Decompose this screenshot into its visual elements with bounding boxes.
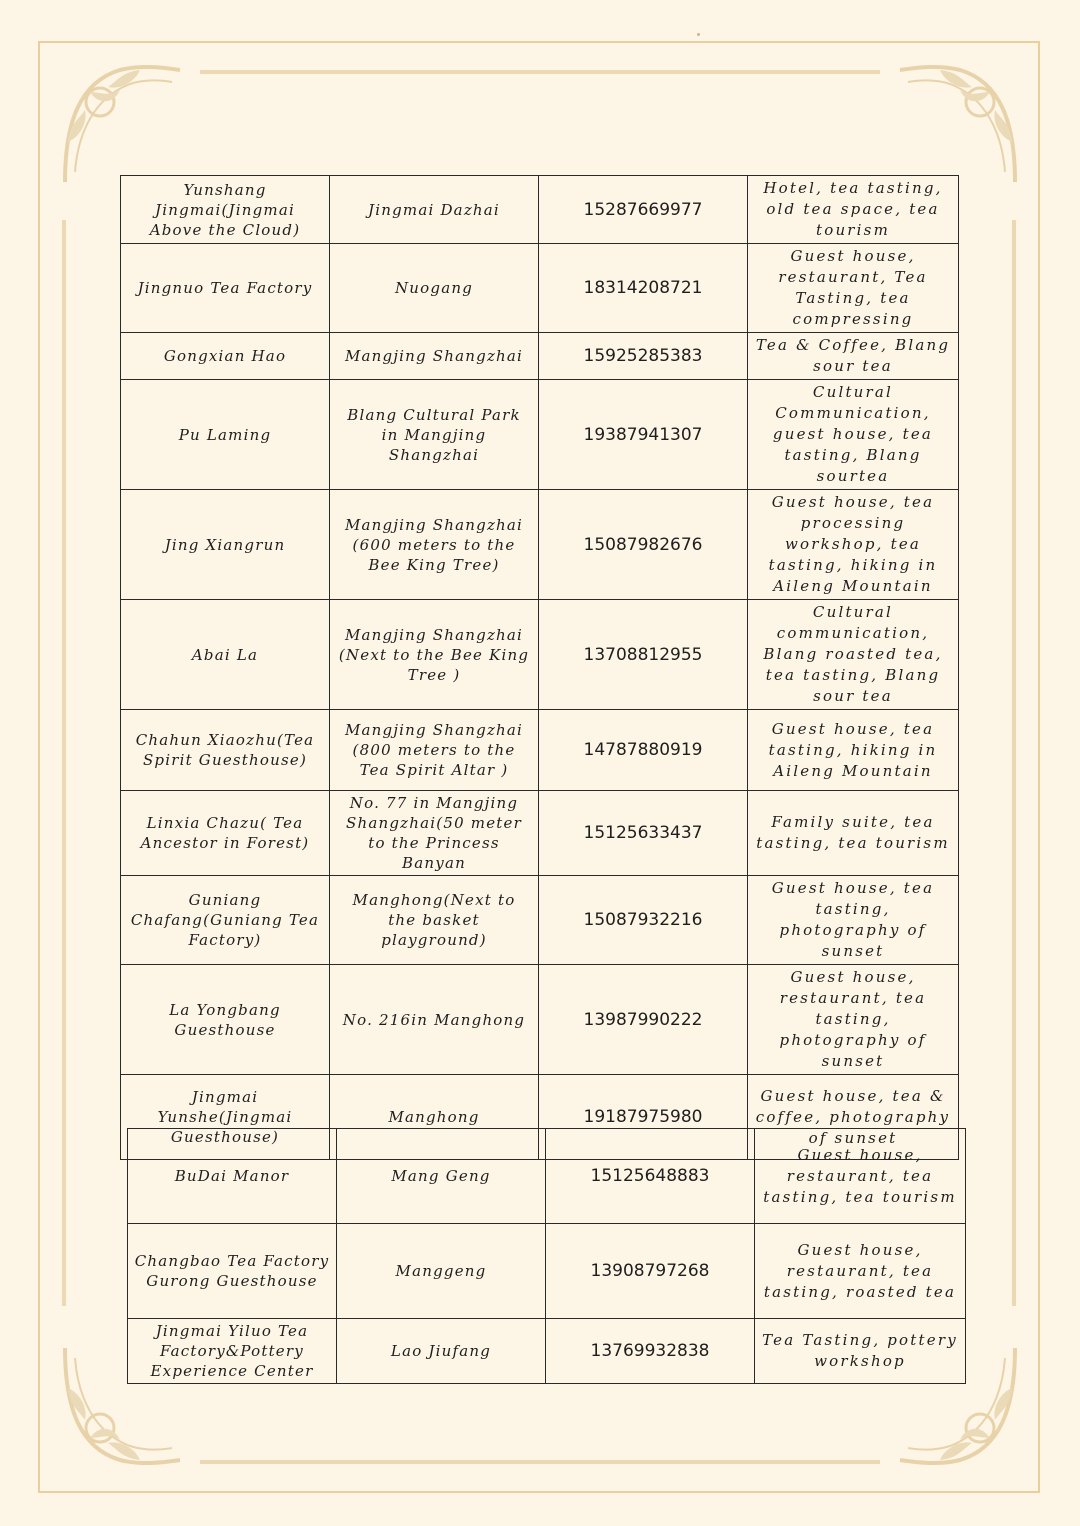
name-cell: Linxia Chazu( Tea Ancestor in Forest) xyxy=(121,791,330,876)
phone-cell: 19187975980 xyxy=(539,1075,748,1160)
table-row xyxy=(128,1129,966,1224)
address-cell: Blang Cultural Park in Mangjing Shangzhai xyxy=(330,380,539,490)
table-row xyxy=(128,1319,966,1384)
phone-cell: 13708812955 xyxy=(539,600,748,710)
listing-table-upper xyxy=(120,175,959,1160)
address-cell: Jingmai Dazhai xyxy=(330,176,539,244)
name-cell: Pu Laming xyxy=(121,380,330,490)
services-cell: Guest house, restaurant, tea tasting, photography of sunset xyxy=(748,965,959,1075)
name-cell: Yunshang Jingmai(Jingmai Above the Cloud) xyxy=(121,176,330,244)
address-cell: Lao Jiufang xyxy=(337,1319,546,1384)
name-cell: Guniang Chafang(Guniang Tea Factory) xyxy=(121,876,330,965)
name-cell: Jing Xiangrun xyxy=(121,490,330,600)
name-cell: Jingmai Yunshe(Jingmai Guesthouse) xyxy=(121,1075,330,1160)
table-row xyxy=(121,600,959,710)
phone-cell: 15287669977 xyxy=(539,176,748,244)
right-border-rule xyxy=(1012,220,1016,1306)
phone-cell: 15087982676 xyxy=(539,490,748,600)
address-cell: Manghong(Next to the basket playground) xyxy=(330,876,539,965)
name-cell: BuDai Manor xyxy=(128,1129,337,1224)
name-cell: Jingnuo Tea Factory xyxy=(121,244,330,333)
phone-cell: 13769932838 xyxy=(546,1319,755,1384)
table-row xyxy=(121,380,959,490)
table-row xyxy=(121,244,959,333)
services-cell: Tea Tasting, pottery workshop xyxy=(755,1319,966,1384)
phone-cell: 18314208721 xyxy=(539,244,748,333)
name-cell: Chahun Xiaozhu(Tea Spirit Guesthouse) xyxy=(121,710,330,791)
phone-cell: 13987990222 xyxy=(539,965,748,1075)
table-row xyxy=(121,965,959,1075)
name-cell: Abai La xyxy=(121,600,330,710)
address-cell: Manggeng xyxy=(337,1224,546,1319)
address-cell: Mangjing Shangzhai (800 meters to the Tea Spirit Altar ) xyxy=(330,710,539,791)
address-cell: No. 216in Manghong xyxy=(330,965,539,1075)
name-cell: Gongxian Hao xyxy=(121,333,330,380)
address-cell: Manghong xyxy=(330,1075,539,1160)
phone-cell: 14787880919 xyxy=(539,710,748,791)
table-row xyxy=(121,176,959,244)
address-cell: Mangjing Shangzhai xyxy=(330,333,539,380)
services-cell: Guest house, tea processing workshop, tea tasting, hiking in Aileng Mountain xyxy=(748,490,959,600)
table-row xyxy=(121,490,959,600)
left-border-rule xyxy=(62,220,66,1306)
table-row xyxy=(121,876,959,965)
services-cell: Family suite, tea tasting, tea tourism xyxy=(748,791,959,876)
address-cell: No. 77 in Mangjing Shangzhai(50 meter to the Princess Banyan xyxy=(330,791,539,876)
speck xyxy=(697,33,700,36)
services-cell: Guest house, restaurant, tea tasting, tea tourism xyxy=(755,1129,966,1224)
phone-cell: 13908797268 xyxy=(546,1224,755,1319)
services-cell: Guest house, tea tasting, hiking in Aileng Mountain xyxy=(748,710,959,791)
table-row xyxy=(128,1224,966,1319)
services-cell: Guest house, tea tasting, photography of sunset xyxy=(748,876,959,965)
services-cell: Cultural communication, Blang roasted tea, tea tasting, Blang sour tea xyxy=(748,600,959,710)
name-cell: Changbao Tea Factory Gurong Guesthouse xyxy=(128,1224,337,1319)
services-cell: Guest house, restaurant, Tea Tasting, tea compressing xyxy=(748,244,959,333)
table-row xyxy=(121,333,959,380)
address-cell: Mangjing Shangzhai (Next to the Bee King Tree ) xyxy=(330,600,539,710)
phone-cell: 15125633437 xyxy=(539,791,748,876)
phone-cell: 15087932216 xyxy=(539,876,748,965)
bottom-border-rule xyxy=(200,1460,880,1464)
name-cell: Jingmai Yiluo Tea Factory&Pottery Experience Center xyxy=(128,1319,337,1384)
address-cell: Mang Geng xyxy=(337,1129,546,1224)
name-cell: La Yongbang Guesthouse xyxy=(121,965,330,1075)
phone-cell: 15925285383 xyxy=(539,333,748,380)
top-border-rule xyxy=(200,70,880,74)
services-cell: Hotel, tea tasting, old tea space, tea tourism xyxy=(748,176,959,244)
address-cell: Nuogang xyxy=(330,244,539,333)
services-cell: Guest house, restaurant, tea tasting, roasted tea xyxy=(755,1224,966,1319)
services-cell: Guest house, tea & coffee, photography of sunset xyxy=(748,1075,959,1160)
phone-cell: 15125648883 xyxy=(546,1129,755,1224)
phone-cell: 19387941307 xyxy=(539,380,748,490)
table-row xyxy=(121,710,959,791)
address-cell: Mangjing Shangzhai (600 meters to the Bee King Tree) xyxy=(330,490,539,600)
services-cell: Tea & Coffee, Blang sour tea xyxy=(748,333,959,380)
corner-ornament-icon xyxy=(895,62,1020,187)
table-row xyxy=(121,791,959,876)
listing-table-lower xyxy=(127,1128,966,1384)
services-cell: Cultural Communication, guest house, tea tasting, Blang sourtea xyxy=(748,380,959,490)
corner-ornament-icon xyxy=(60,62,185,187)
